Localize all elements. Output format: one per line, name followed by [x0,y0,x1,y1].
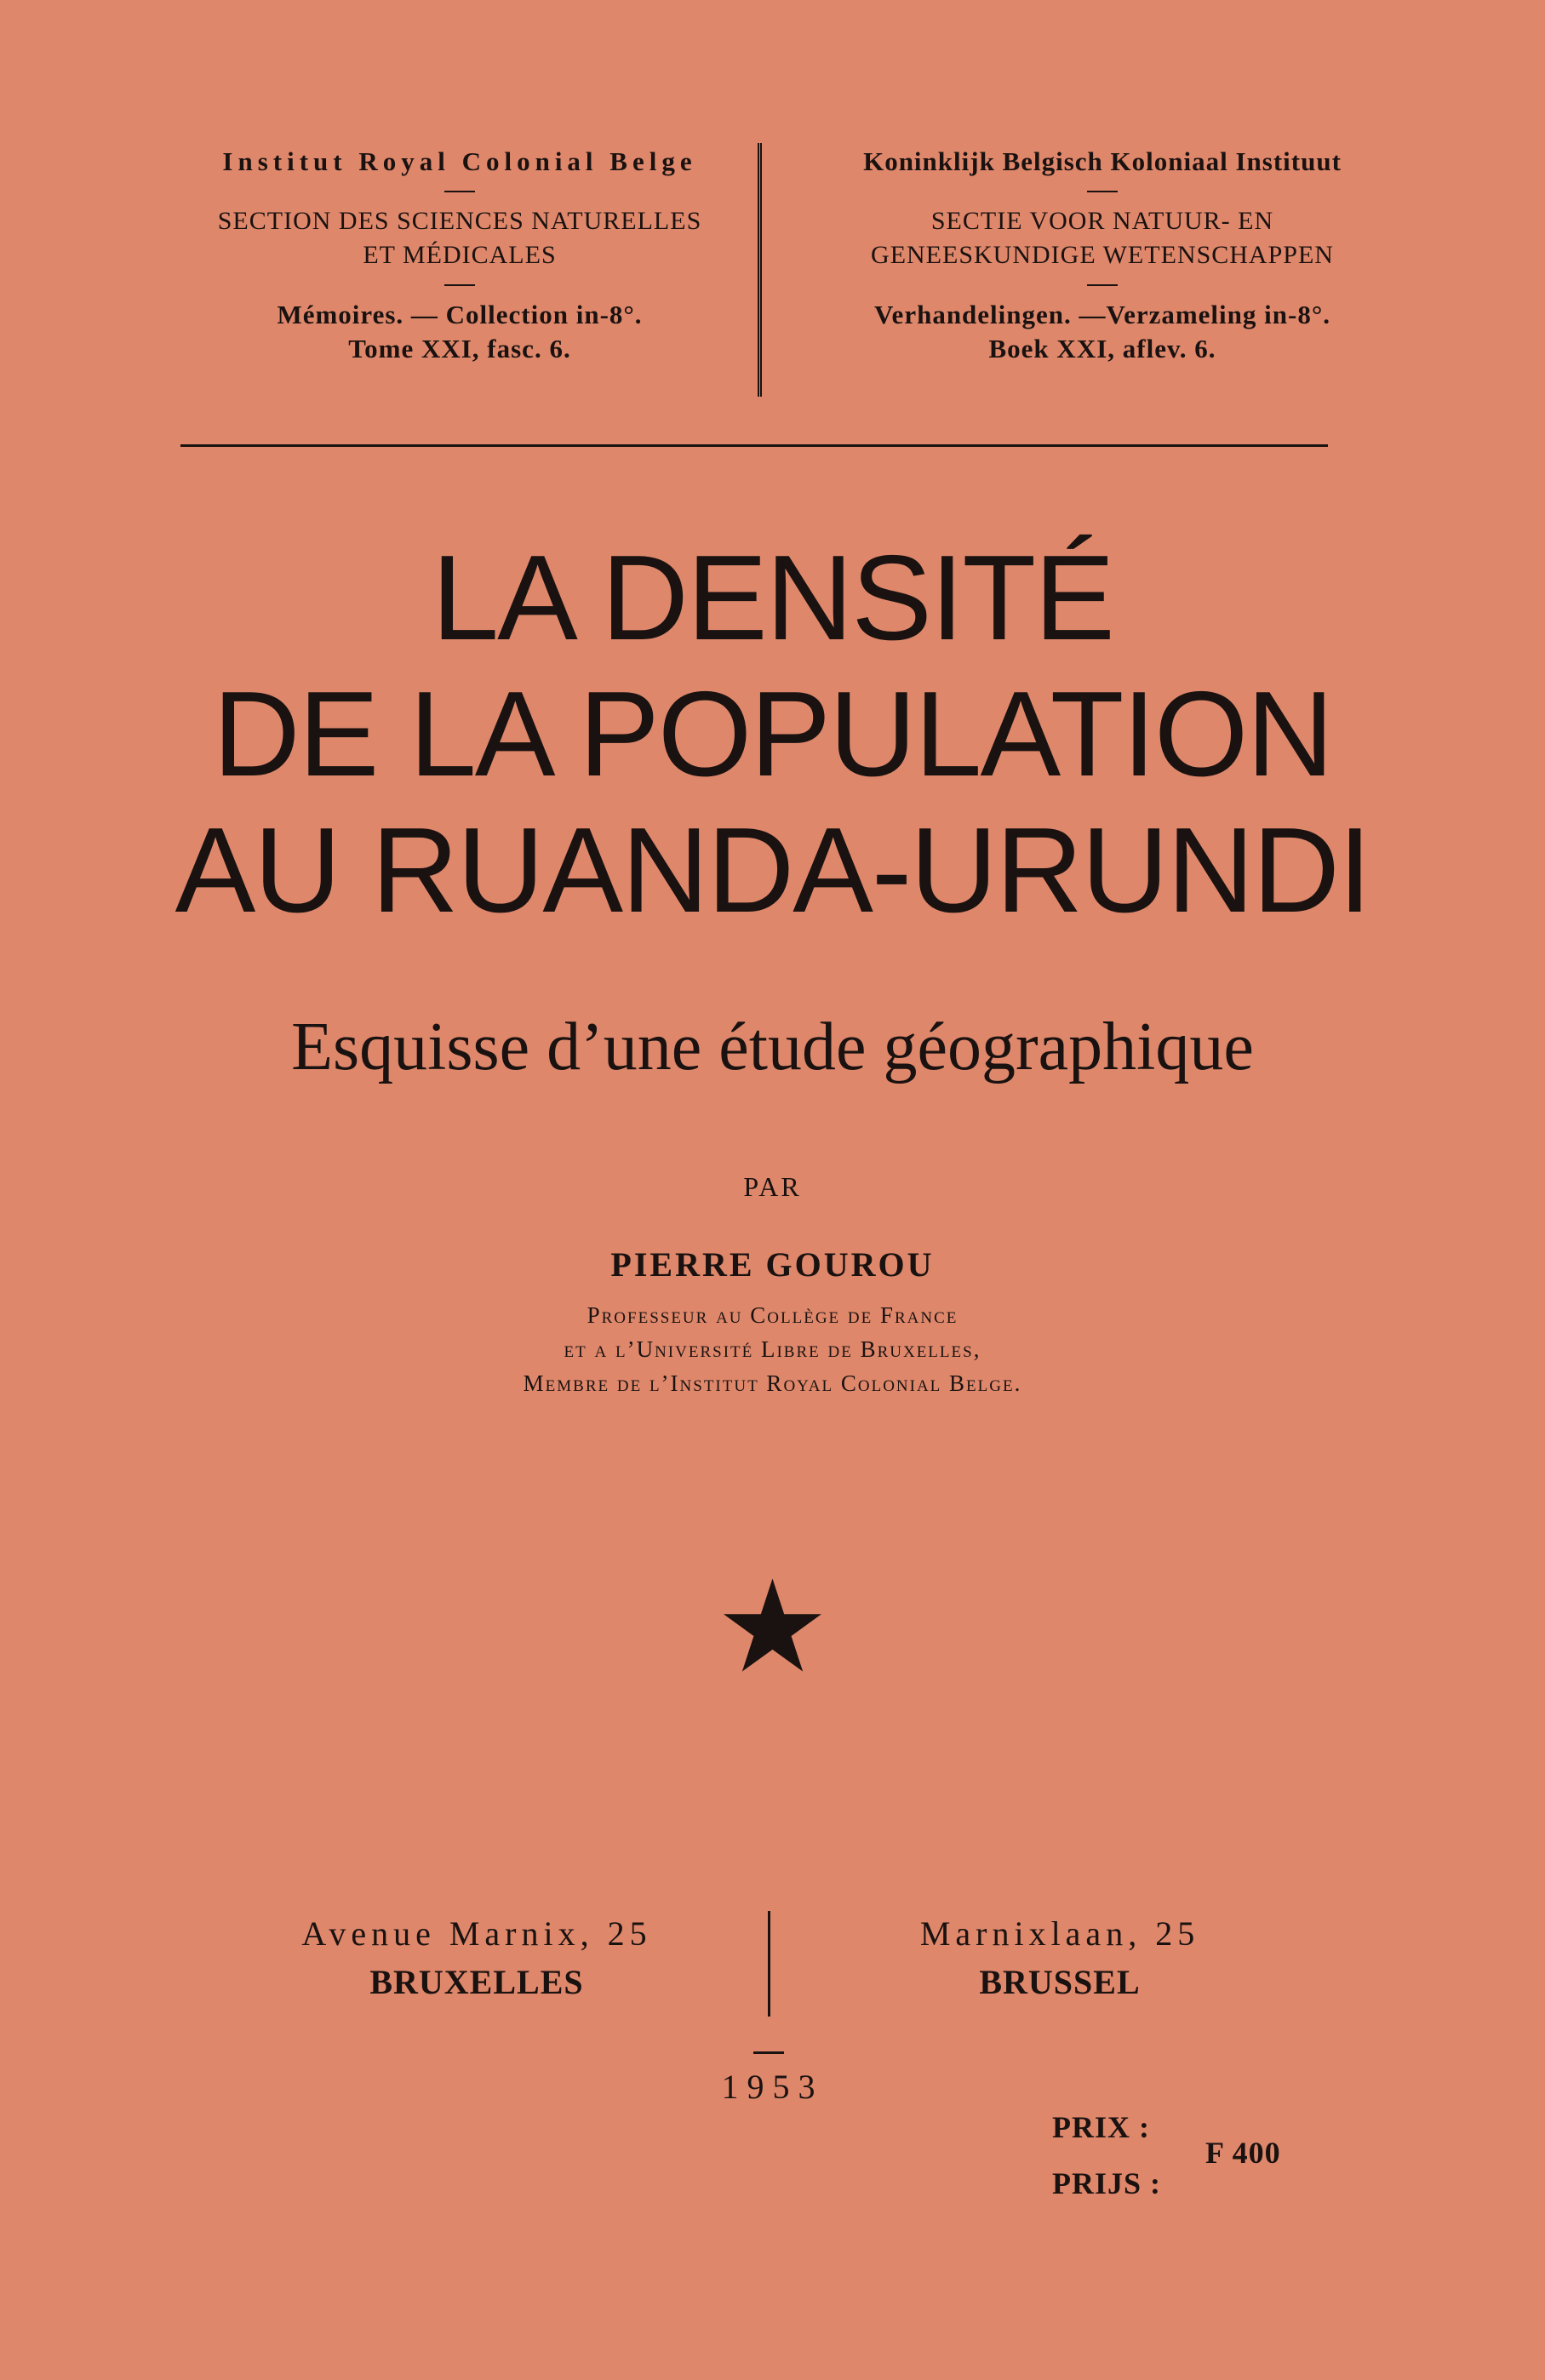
author-name: PIERRE GOUROU [610,1245,935,1284]
divider-dash [444,191,475,192]
header-rule [180,444,1328,447]
title-line-1: LA DENSITÉ [432,530,1113,666]
address-fr [196,1910,758,2007]
section-name-fr-line2: ET MÉDICALES [363,241,557,269]
author-affiliation-line3: Membre de l’Institut Royal Colonial Belge. [523,1370,1022,1396]
publication-year: 1953 [721,2068,824,2106]
year-divider [753,2051,784,2054]
by-label: PAR [743,1171,802,1202]
title-line-3: AU RUANDA-URUNDI [175,803,1370,938]
address-separator [768,1911,770,2017]
price-label-nl: PRIJS : [1052,2166,1162,2200]
series-fr-line1: Mémoires. — Collection in-8°. [277,300,643,329]
author-affiliation-line2: et a l’Université Libre de Bruxelles, [564,1336,981,1362]
price-value: F 400 [1205,2136,1281,2170]
section-name-fr-line1: SECTION DES SCIENCES NATURELLES [217,207,702,235]
institute-name-fr: Institut Royal Colonial Belge [222,146,697,176]
author-affiliation-line1: Professeur au Collège de France [587,1302,958,1328]
series-fr-line2: Tome XXI, fasc. 6. [348,334,571,363]
subtitle: Esquisse d’une étude géographique [291,1010,1254,1084]
address-nl-street: Marnixlaan, 25 [919,1914,1200,1953]
section-name-nl-line1: SECTIE VOOR NATUUR- EN [930,207,1274,235]
section-name-nl-line2: GENEESKUNDIGE WETENSCHAPPEN [871,241,1334,269]
header-right [770,145,1434,366]
divider-dash [1087,191,1118,192]
header-left [170,145,749,366]
divider-dash [444,284,475,286]
address-fr-city: BRUXELLES [369,1963,584,2001]
series-nl-line1: Verhandelingen. —Verzameling in-8°. [874,300,1330,329]
title-line-2: DE LA POPULATION [213,667,1332,802]
price-label-fr: PRIX : [1052,2110,1150,2144]
series-nl-line2: Boek XXI, aflev. 6. [988,334,1216,363]
header-column-separator [758,143,762,397]
address-fr-street: Avenue Marnix, 25 [301,1914,652,1953]
address-nl [796,1910,1324,2007]
divider-dash [1087,284,1118,286]
institute-name-nl: Koninklijk Belgisch Koloniaal Instituut [863,146,1342,176]
address-nl-city: BRUSSEL [979,1963,1141,2001]
star-icon: ★ [715,1553,830,1702]
